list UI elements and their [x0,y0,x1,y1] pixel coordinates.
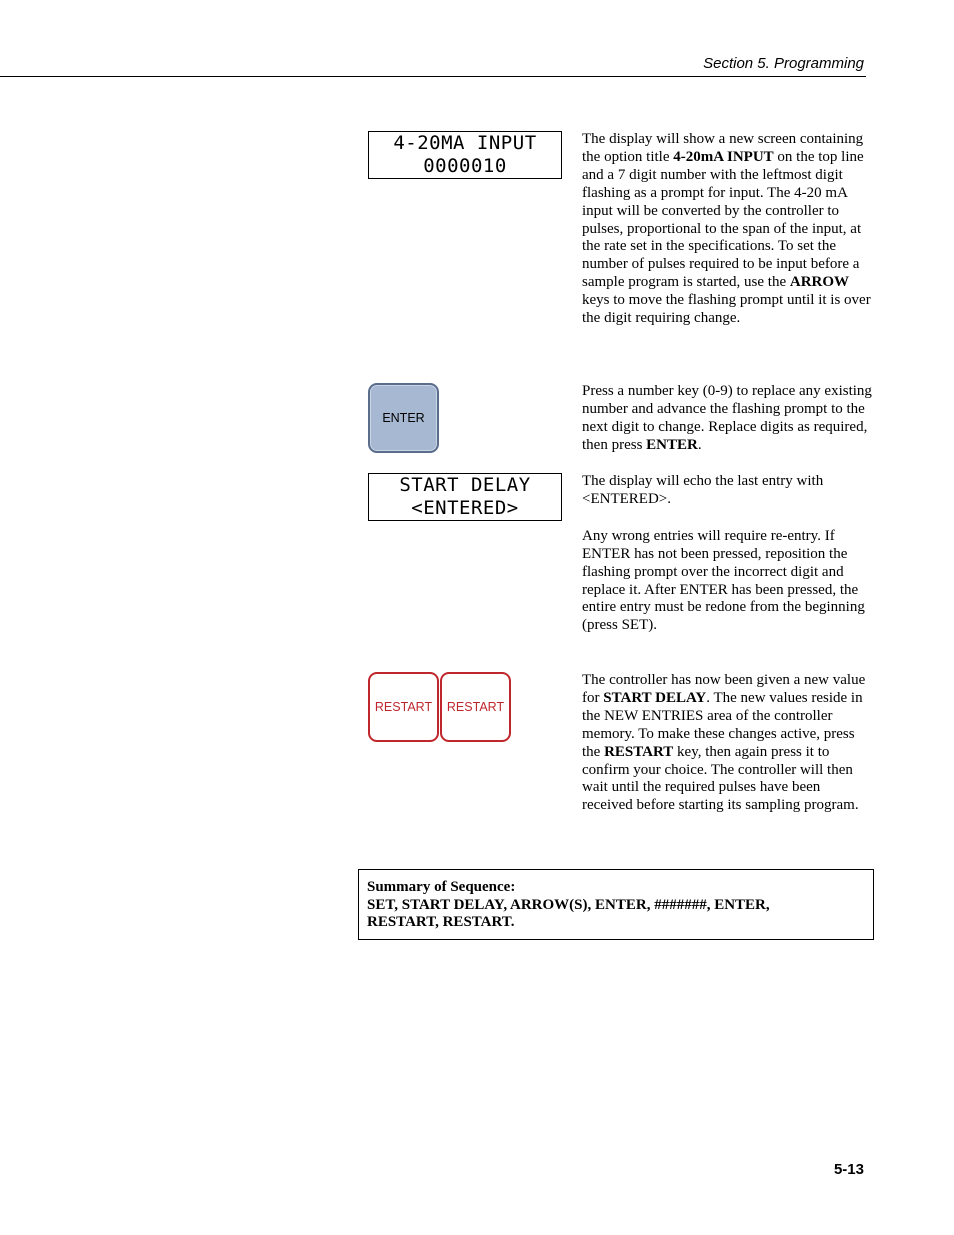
summary-title: Summary of Sequence: [367,879,516,895]
bold-term: ARROW [789,274,850,291]
enter-key-label: ENTER [382,411,425,425]
bold-term: ENTER [646,436,698,453]
enter-key[interactable] [368,383,439,453]
paragraph-enter-description: Press a number key (0-9) to replace any existing number and advance the flashing prompt to the next digit to change. Replace digits as required, then press ENTER. [582,383,872,453]
restart-key-label: RESTART [446,700,505,714]
lcd-display-start-delay [368,473,562,521]
restart-key[interactable] [368,672,439,742]
lcd-line-2: 0000010 [423,155,507,177]
lcd-line-1: START DELAY [399,474,531,496]
lcd-line-1: 4-20MA INPUT [393,132,537,154]
summary-line-1: SET, START DELAY, ARROW(S), ENTER, #######, ENTER, [367,896,770,913]
page-number: 5-13 [833,1161,864,1178]
lcd-line-2: <ENTERED> [411,497,519,519]
bold-term: RESTART [604,743,674,760]
paragraph-restart-description: The controller has now been given a new value for START DELAY. The new values reside in the NEW ENTRIES area of the controller memory. To make these changes active, press the RESTART key, then again press it to confirm your choice. The controller will then wait until the required pulses have been received before starting its sampling program. [582,672,866,814]
header-divider [0,76,866,77]
bold-term: START DELAY [603,689,707,706]
summary-box [358,869,874,940]
section-header: Section 5. Programming [703,55,864,72]
bold-term: 4-20mA INPUT [673,148,774,165]
lcd-display-input [368,131,562,179]
paragraph-input-description: The display will show a new screen containing the option title 4-20mA INPUT on the top line and a 7 digit number with the leftmost digit flashing as a prompt for input. The 4-20 mA input will be converted by the controller to pulses, proportional to the span of the input, at the rate set in the specifications. To set the number of pulses required to be input before a sample program is started, use the ARROW keys to move the flashing prompt until it is over the digit requiring change. [582,131,871,327]
restart-key-confirm[interactable] [440,672,511,742]
summary-line-2: RESTART, RESTART. [367,914,515,930]
paragraph-echo-description: The display will echo the last entry with <ENTERED>. Any wrong entries will require re-entry. If ENTER has not been pressed, reposition the flashing prompt over the incorrect digit and replace it. After ENTER has been pressed, the entire entry must be redone from the beginning (press SET). [582,473,865,634]
restart-key-label: RESTART [374,700,433,714]
